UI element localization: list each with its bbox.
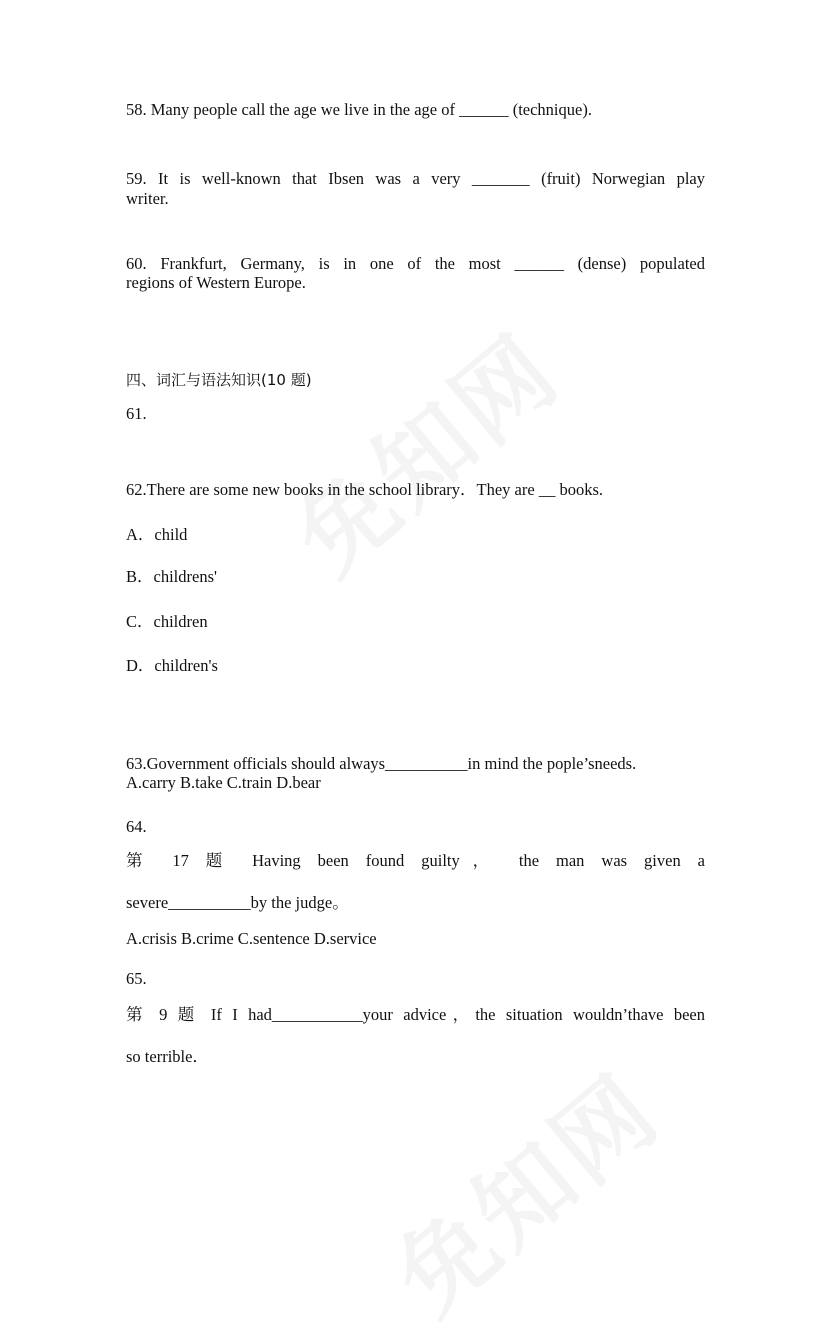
- question-64-line2: severe__________by the judge。: [126, 893, 349, 912]
- question-62-option-b: B．childrens': [126, 567, 217, 586]
- question-59-line2: writer.: [126, 189, 169, 208]
- section-heading: 四、词汇与语法知识(10 题): [126, 371, 312, 389]
- question-62-option-a: A．child: [126, 525, 188, 544]
- question-65-line1: 第 9 题 If I had___________your advice，the situation wouldn’thave been: [126, 1005, 705, 1024]
- question-65-number: 65.: [126, 969, 147, 988]
- question-64-options: A.crisis B.crime C.sentence D.service: [126, 929, 377, 948]
- watermark-top: [262, 298, 584, 600]
- question-65-line2: so terrible．: [126, 1047, 209, 1066]
- question-60-line2: regions of Western Europe.: [126, 273, 306, 292]
- question-62-option-c: C．children: [126, 612, 208, 631]
- question-59-line1: 59. It is well-known that Ibsen was a very _______ (fruit) Norwegian play: [126, 169, 705, 188]
- question-64-number: 64.: [126, 817, 147, 836]
- question-62-stem: 62.There are some new books in the school library．They are __ books.: [126, 480, 603, 499]
- watermark-bottom: [362, 1038, 684, 1339]
- question-64-line1: 第 17 题 Having been found guilty， the man was given a: [126, 851, 705, 870]
- question-61: 61.: [126, 404, 147, 423]
- question-58: 58. Many people call the age we live in the age of ______ (technique).: [126, 100, 592, 119]
- question-63-line1: 63.Government officials should always__________in mind the pople’sneeds.: [126, 754, 637, 773]
- question-63-line2: A.carry B.take C.train D.bear: [126, 773, 321, 792]
- question-62-option-d: D．children's: [126, 656, 218, 675]
- question-60-line1: 60. Frankfurt, Germany, is in one of the most ______ (dense) populated: [126, 254, 705, 273]
